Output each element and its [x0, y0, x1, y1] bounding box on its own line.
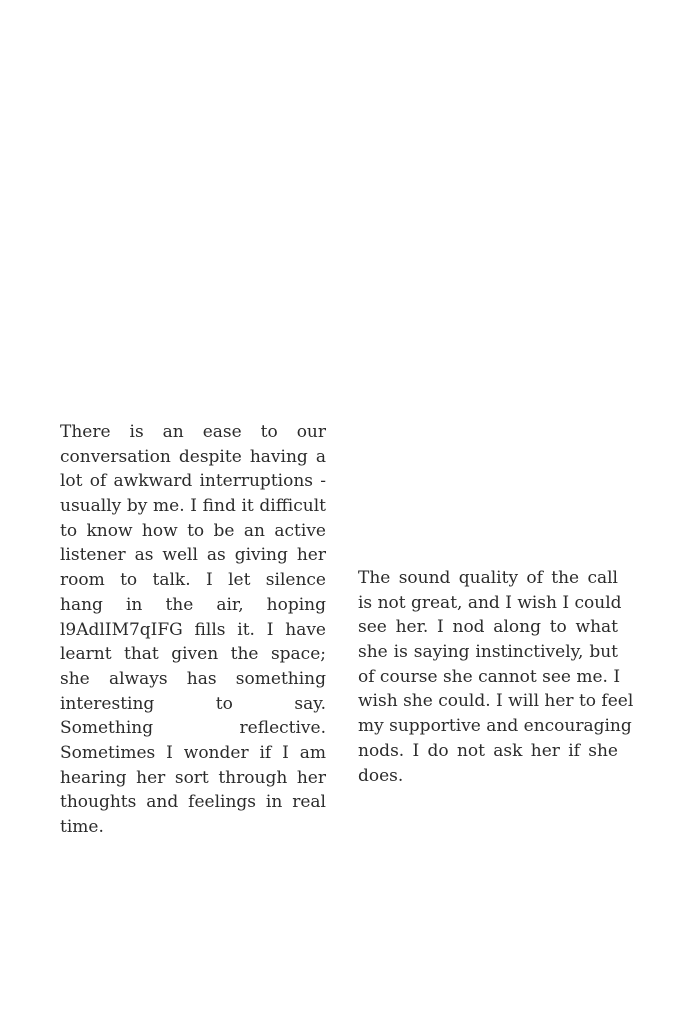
text-line: does. — [358, 765, 404, 786]
text-line: nods. I do not ask her if she — [358, 740, 618, 761]
text-line: l9AdlIM7qIFG fills it. I have — [60, 619, 326, 640]
text-line: Sometimes I wonder if I am — [60, 742, 326, 763]
text-line: room to talk. I let silence — [60, 570, 326, 591]
text-line: hang in the air, hoping — [60, 594, 326, 615]
text-line: is not great, and I wish I could — [358, 592, 622, 613]
left-column-paragraph — [60, 420, 326, 840]
text-line: The sound quality of the call — [358, 568, 618, 588]
text-line: Something reflective. — [60, 718, 326, 739]
text-line: learnt that given the space; — [60, 644, 326, 665]
text-line: to know how to be an active — [60, 520, 326, 541]
text-line: thoughts and feelings in real — [60, 792, 326, 813]
text-line: conversation despite having a — [60, 446, 326, 467]
text-line: my supportive and encouraging — [358, 716, 632, 737]
text-line: she is saying instinctively, but — [358, 642, 618, 663]
text-line: she always has something — [60, 668, 326, 689]
text-line: of course she cannot see me. I — [358, 666, 621, 687]
text-line: see her. I nod along to what — [358, 617, 618, 638]
text-line: hearing her sort through her — [60, 767, 326, 788]
text-line: interesting to say. — [60, 693, 326, 714]
text-line: listener as well as giving her — [60, 545, 326, 566]
right-column-paragraph — [358, 566, 634, 788]
text-line: time. — [60, 817, 104, 837]
text-line: There is an ease to our — [60, 422, 326, 442]
text-line: wish she could. I will her to feel — [358, 691, 634, 712]
text-line: usually by me. I find it difficult — [60, 496, 326, 517]
text-line: lot of awkward interruptions - — [60, 471, 326, 492]
